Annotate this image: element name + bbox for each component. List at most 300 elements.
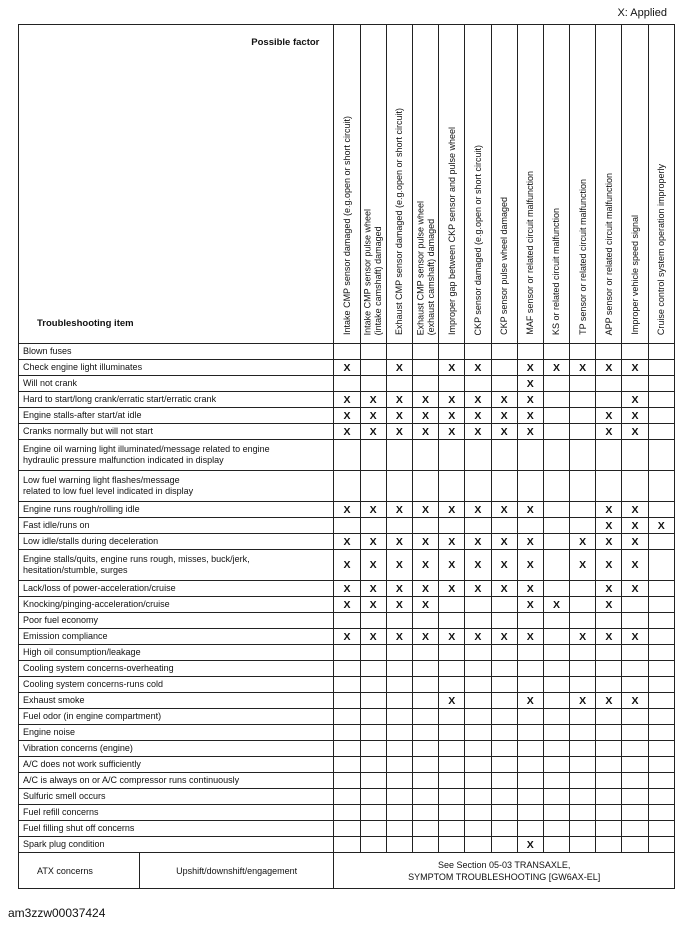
empty-cell [491,693,517,709]
empty-cell [412,693,438,709]
empty-cell [570,471,596,502]
empty-cell [386,344,412,360]
empty-cell [570,725,596,741]
empty-cell [439,597,465,613]
empty-cell [360,741,386,757]
applied-mark: X [517,424,543,440]
empty-cell [491,344,517,360]
empty-cell [386,709,412,725]
applied-mark: X [596,597,622,613]
empty-cell [570,440,596,471]
empty-cell [334,645,360,661]
empty-cell [596,709,622,725]
empty-cell [570,661,596,677]
empty-cell [570,805,596,821]
applied-mark: X [570,629,596,645]
factor-label: MAF sensor or related circuit malfunction [525,171,536,335]
empty-cell [360,661,386,677]
empty-cell [543,693,569,709]
empty-cell [622,757,648,773]
empty-cell [412,661,438,677]
empty-cell [386,757,412,773]
applied-mark: X [439,550,465,581]
applied-mark: X [622,424,648,440]
troubleshooting-item: A/C does not work sufficiently [19,757,334,773]
table-row [19,837,675,853]
table-row [19,789,675,805]
empty-cell [596,741,622,757]
empty-cell [412,440,438,471]
empty-cell [543,408,569,424]
empty-cell [334,773,360,789]
applied-mark: X [517,502,543,518]
empty-cell [648,440,674,471]
empty-cell [360,789,386,805]
empty-cell [412,471,438,502]
empty-cell [570,741,596,757]
empty-cell [491,757,517,773]
table-row [19,424,675,440]
empty-cell [543,645,569,661]
empty-cell [622,376,648,392]
factor-label: Exhaust CMP sensor pulse wheel (exhaust camshaft) damaged [415,200,436,335]
empty-cell [543,805,569,821]
empty-cell [386,661,412,677]
applied-mark: X [465,408,491,424]
empty-cell [517,821,543,837]
corner-cell [19,25,334,344]
empty-cell [570,821,596,837]
empty-cell [517,661,543,677]
empty-cell [648,741,674,757]
applied-mark: X [360,597,386,613]
applied-mark: X [439,408,465,424]
applied-mark: X [596,518,622,534]
applied-mark: X [491,502,517,518]
troubleshooting-item: Exhaust smoke [19,693,334,709]
empty-cell [439,741,465,757]
applied-mark: X [334,392,360,408]
empty-cell [465,821,491,837]
empty-cell [517,805,543,821]
empty-cell [648,424,674,440]
empty-cell [360,360,386,376]
applied-mark: X [491,550,517,581]
applied-mark: X [386,408,412,424]
applied-mark: X [570,360,596,376]
troubleshooting-table [18,24,675,889]
table-row [19,741,675,757]
factor-header [596,25,622,344]
empty-cell [465,837,491,853]
empty-cell [465,725,491,741]
empty-cell [491,741,517,757]
applied-mark: X [334,597,360,613]
empty-cell [517,645,543,661]
troubleshooting-item: Vibration concerns (engine) [19,741,334,757]
empty-cell [465,376,491,392]
empty-cell [386,613,412,629]
atx-row [19,853,675,889]
applied-mark: X [439,629,465,645]
empty-cell [465,805,491,821]
empty-cell [439,613,465,629]
empty-cell [465,613,491,629]
troubleshooting-item-label: Troubleshooting item [37,318,134,329]
applied-mark: X [360,424,386,440]
empty-cell [439,440,465,471]
empty-cell [517,789,543,805]
factor-header [622,25,648,344]
table-row [19,677,675,693]
empty-cell [491,661,517,677]
factor-label: Improper vehicle speed signal [629,215,640,335]
table-row [19,581,675,597]
applied-mark: X [596,408,622,424]
table-row [19,534,675,550]
applied-mark: X [360,629,386,645]
applied-mark: X [622,392,648,408]
applied-mark: X [517,360,543,376]
troubleshooting-item: Engine oil warning light illuminated/message related to engine hydraulic pressure malfunction indicated in display [19,440,334,471]
applied-mark: X [491,534,517,550]
applied-mark: X [622,534,648,550]
empty-cell [386,693,412,709]
empty-cell [386,440,412,471]
empty-cell [648,645,674,661]
empty-cell [386,773,412,789]
empty-cell [465,789,491,805]
empty-cell [596,613,622,629]
factor-header [412,25,438,344]
empty-cell [596,440,622,471]
troubleshooting-item: Low idle/stalls during deceleration [19,534,334,550]
empty-cell [360,645,386,661]
table-row [19,693,675,709]
empty-cell [360,677,386,693]
empty-cell [622,709,648,725]
empty-cell [543,344,569,360]
table-row [19,613,675,629]
factor-header [491,25,517,344]
atx-see-line2: SYMPTOM TROUBLESHOOTING [GW6AX-EL] [408,871,601,882]
empty-cell [491,597,517,613]
applied-mark: X [334,629,360,645]
atx-sub-label: Upshift/downshift/engagement [139,853,333,889]
applied-mark: X [386,534,412,550]
applied-mark: X [517,581,543,597]
empty-cell [412,709,438,725]
applied-mark: X [412,581,438,597]
empty-cell [648,757,674,773]
factor-header [543,25,569,344]
empty-cell [334,471,360,502]
factor-header [465,25,491,344]
empty-cell [596,645,622,661]
factor-header [439,25,465,344]
applied-mark: X [570,534,596,550]
empty-cell [596,376,622,392]
empty-cell [648,392,674,408]
empty-cell [334,518,360,534]
empty-cell [648,693,674,709]
empty-cell [412,773,438,789]
empty-cell [648,408,674,424]
empty-cell [622,773,648,789]
applied-mark: X [386,392,412,408]
applied-mark: X [439,360,465,376]
empty-cell [570,392,596,408]
empty-cell [491,805,517,821]
empty-cell [570,757,596,773]
empty-cell [596,471,622,502]
applied-mark: X [517,534,543,550]
table-row [19,773,675,789]
applied-mark: X [386,629,412,645]
empty-cell [596,725,622,741]
empty-cell [622,471,648,502]
empty-cell [386,471,412,502]
applied-mark: X [648,518,674,534]
troubleshooting-item: Blown fuses [19,344,334,360]
empty-cell [648,550,674,581]
empty-cell [412,677,438,693]
empty-cell [334,661,360,677]
applied-mark: X [596,629,622,645]
empty-cell [386,741,412,757]
empty-cell [543,376,569,392]
empty-cell [439,757,465,773]
applied-mark: X [465,534,491,550]
empty-cell [648,534,674,550]
empty-cell [386,645,412,661]
troubleshooting-item: Engine noise [19,725,334,741]
applied-mark: X [517,837,543,853]
empty-cell [648,581,674,597]
empty-cell [334,805,360,821]
empty-cell [412,518,438,534]
empty-cell [465,677,491,693]
empty-cell [412,789,438,805]
empty-cell [360,757,386,773]
empty-cell [543,629,569,645]
applied-mark: X [360,408,386,424]
troubleshooting-item: A/C is always on or A/C compressor runs continuously [19,773,334,789]
troubleshooting-item: Poor fuel economy [19,613,334,629]
empty-cell [491,709,517,725]
empty-cell [386,376,412,392]
empty-cell [543,518,569,534]
empty-cell [439,821,465,837]
empty-cell [491,773,517,789]
table-row [19,518,675,534]
empty-cell [491,821,517,837]
applied-mark: X [465,502,491,518]
empty-cell [465,518,491,534]
table-row [19,392,675,408]
empty-cell [648,613,674,629]
empty-cell [412,645,438,661]
empty-cell [622,805,648,821]
applied-mark: X [491,629,517,645]
empty-cell [412,741,438,757]
empty-cell [439,725,465,741]
empty-cell [439,518,465,534]
applied-mark: X [334,360,360,376]
legend-applied: X: Applied [617,7,667,19]
applied-mark: X [622,629,648,645]
factor-header [648,25,674,344]
applied-mark: X [386,597,412,613]
troubleshooting-item: Cranks normally but will not start [19,424,334,440]
empty-cell [439,645,465,661]
empty-cell [491,376,517,392]
troubleshooting-item: Sulfuric smell occurs [19,789,334,805]
applied-mark: X [465,392,491,408]
troubleshooting-item: Engine stalls/quits, engine runs rough, misses, buck/jerk, hesitation/stumble, surges [19,550,334,581]
empty-cell [491,645,517,661]
empty-cell [439,661,465,677]
empty-cell [465,661,491,677]
table-row [19,376,675,392]
empty-cell [439,344,465,360]
factor-label: Intake CMP sensor damaged (e.g.open or short circuit) [341,116,352,335]
empty-cell [570,709,596,725]
empty-cell [334,613,360,629]
empty-cell [570,789,596,805]
empty-cell [517,741,543,757]
empty-cell [334,821,360,837]
factor-header [517,25,543,344]
empty-cell [570,581,596,597]
factor-header [360,25,386,344]
troubleshooting-item: Will not crank [19,376,334,392]
applied-mark: X [334,502,360,518]
table-row [19,502,675,518]
atx-see-line1: See Section 05-03 TRANSAXLE, [437,859,571,870]
empty-cell [334,789,360,805]
empty-cell [596,392,622,408]
troubleshooting-item: Fast idle/runs on [19,518,334,534]
empty-cell [648,597,674,613]
empty-cell [596,661,622,677]
applied-mark: X [491,581,517,597]
applied-mark: X [439,502,465,518]
empty-cell [543,837,569,853]
empty-cell [596,805,622,821]
empty-cell [386,677,412,693]
applied-mark: X [334,534,360,550]
possible-factor-label: Possible factor [251,37,320,48]
atx-concerns-label: ATX concerns [19,853,140,889]
empty-cell [622,789,648,805]
empty-cell [439,471,465,502]
factor-label: CKP sensor pulse wheel damaged [498,197,509,335]
table-body [19,344,675,853]
troubleshooting-item: Hard to start/long crank/erratic start/erratic crank [19,392,334,408]
empty-cell [648,709,674,725]
applied-mark: X [465,424,491,440]
empty-cell [543,440,569,471]
table-row [19,661,675,677]
applied-mark: X [439,424,465,440]
factor-label: Intake CMP sensor pulse wheel (intake camshaft) damaged [362,208,384,335]
empty-cell [491,440,517,471]
applied-mark: X [360,581,386,597]
applied-mark: X [491,424,517,440]
applied-mark: X [439,693,465,709]
empty-cell [622,344,648,360]
applied-mark: X [622,693,648,709]
applied-mark: X [517,392,543,408]
applied-mark: X [412,392,438,408]
empty-cell [596,757,622,773]
empty-cell [360,821,386,837]
empty-cell [622,677,648,693]
empty-cell [570,597,596,613]
table-row [19,471,675,502]
applied-mark: X [543,360,569,376]
empty-cell [491,471,517,502]
empty-cell [360,725,386,741]
empty-cell [570,502,596,518]
empty-cell [543,424,569,440]
empty-cell [517,677,543,693]
empty-cell [412,821,438,837]
applied-mark: X [386,550,412,581]
empty-cell [334,677,360,693]
empty-cell [334,693,360,709]
empty-cell [596,773,622,789]
empty-cell [570,518,596,534]
applied-mark: X [360,534,386,550]
empty-cell [570,677,596,693]
empty-cell [334,757,360,773]
empty-cell [360,440,386,471]
empty-cell [622,661,648,677]
empty-cell [543,709,569,725]
empty-cell [334,741,360,757]
empty-cell [622,725,648,741]
troubleshooting-item: Lack/loss of power-acceleration/cruise [19,581,334,597]
table-row [19,408,675,424]
applied-mark: X [622,408,648,424]
applied-mark: X [465,550,491,581]
factor-label: Exhaust CMP sensor damaged (e.g.open or short circuit) [394,108,405,335]
empty-cell [596,789,622,805]
empty-cell [622,440,648,471]
empty-cell [622,821,648,837]
factor-label: Cruise control system operation improperly [656,163,667,335]
applied-mark: X [386,424,412,440]
empty-cell [386,518,412,534]
empty-cell [465,440,491,471]
empty-cell [517,440,543,471]
table-row [19,550,675,581]
factor-label: Improper gap between CKP sensor and pulse wheel [446,127,457,335]
empty-cell [386,725,412,741]
empty-cell [439,837,465,853]
empty-cell [465,741,491,757]
applied-mark: X [412,629,438,645]
empty-cell [491,360,517,376]
empty-cell [570,645,596,661]
applied-mark: X [465,629,491,645]
empty-cell [622,645,648,661]
factor-label: KS or related circuit malfunction [551,207,562,335]
applied-mark: X [622,360,648,376]
empty-cell [543,757,569,773]
